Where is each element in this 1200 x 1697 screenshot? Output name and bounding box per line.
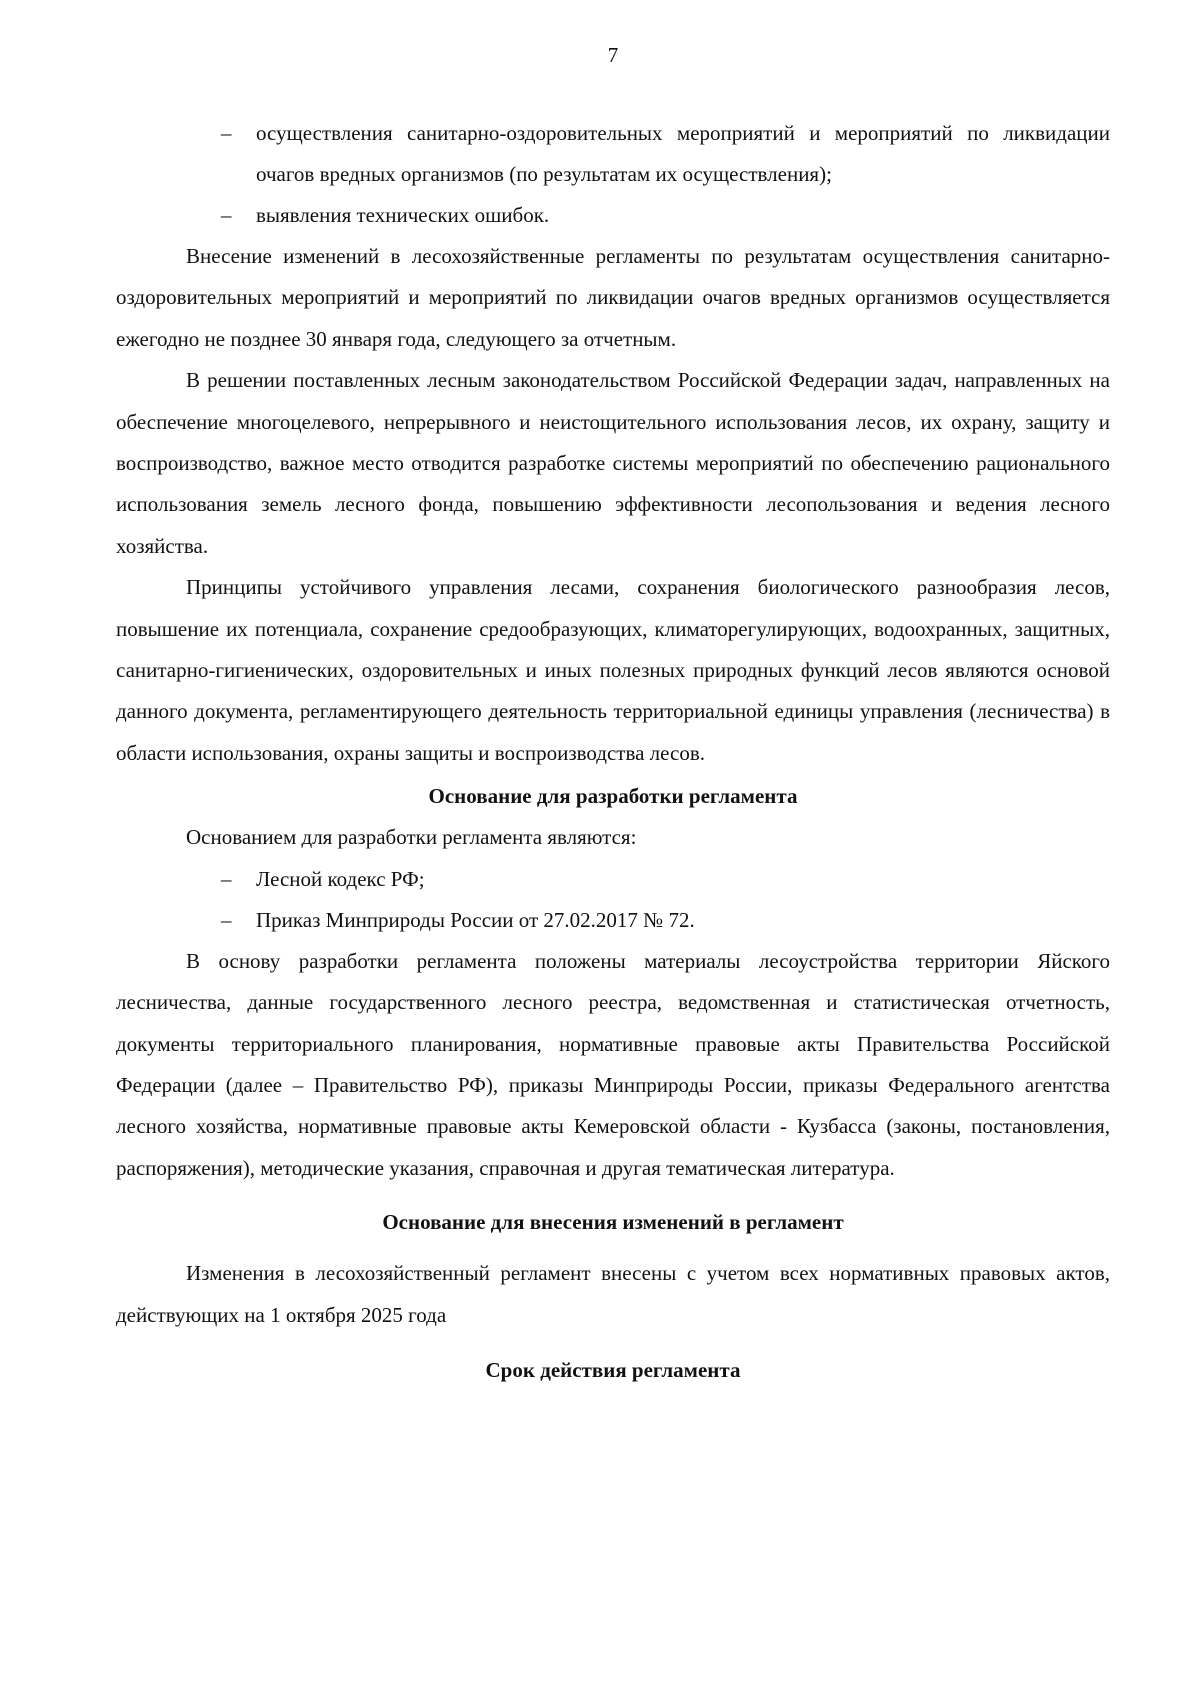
dash-marker: –: [221, 866, 232, 891]
list-item: [116, 113, 1110, 195]
section-heading-term: Срок действия регламента: [485, 1357, 741, 1382]
paragraph-changes: Изменения в лесохозяйственный регламент внесены с учетом всех нормативных правовых актов, действующих на 1 октября 2025 года: [116, 1261, 1110, 1327]
list-item: [116, 195, 1110, 236]
list-item-text: Приказ Минприроды России от 27.02.2017 № 72.: [256, 907, 695, 932]
paragraph-principles: Принципы устойчивого управления лесами, сохранения биологического разнообразия лесов, повышение их потенциала, сохранение средообразующих, климаторегулирующих, водоохранных, защитных, санитарно-гигиенических, оздоровительных и иных полезных природных функций лесов являются основой данного документа, регламентирующего деятельность территориальной единицы управления (лесничества) в области использования, охраны защиты и воспроизводства лесов.: [116, 575, 1110, 765]
list-item-text: выявления технических ошибок.: [256, 203, 550, 227]
dash-marker: –: [221, 203, 232, 227]
paragraph-tasks: В решении поставленных лесным законодательством Российской Федерации задач, направленных на обеспечение многоцелевого, непрерывного и неистощительного использования лесов, их охрану, защиту и воспроизводство, важное место отводится разработке системы мероприятий по обеспечению рационального использования земель лесного фонда, повышению эффективности лесопользования и ведения лесного хозяйства.: [116, 368, 1110, 558]
dash-marker: –: [221, 907, 232, 932]
basis-list: [116, 859, 1110, 941]
paragraph-basis-intro: Основанием для разработки регламента являются:: [186, 825, 637, 850]
paragraph-basis-materials: В основу разработки регламента положены материалы лесоустройства территории Яйского лесничества, данные государственного лесного реестра, ведомственная и статистическая отчетность, документы территориального планирования, нормативные правовые акты Правительства Российской Федерации (далее – Правительство РФ), приказы Минприроды России, приказы Федерального агентства лесного хозяйства, нормативные правовые акты Кемеровской области - Кузбасса (законы, постановления, распоряжения), методические указания, справочная и другая тематическая литература.: [116, 948, 1110, 1180]
page-content: [116, 113, 1110, 1391]
list-item-text: осуществления санитарно-оздоровительных мероприятий и мероприятий по ликвидации очагов вредных организмов (по результатам их осуществления);: [256, 121, 1110, 186]
intro-list: [116, 113, 1110, 236]
dash-marker: –: [221, 121, 232, 145]
list-item: [116, 900, 1110, 941]
page-number: 7: [607, 43, 619, 67]
paragraph-changes-schedule: Внесение изменений в лесохозяйственные регламенты по результатам осуществления санитарно-оздоровительных мероприятий и мероприятий по ликвидации очагов вредных организмов осуществляется ежегодно не позднее 30 января года, следующего за отчетным.: [116, 244, 1110, 351]
list-item-text: Лесной кодекс РФ;: [256, 866, 425, 891]
section-heading-changes: Основание для внесения изменений в регламент: [382, 1210, 844, 1235]
section-heading-basis: Основание для разработки регламента: [428, 784, 798, 809]
list-item: [116, 859, 1110, 900]
